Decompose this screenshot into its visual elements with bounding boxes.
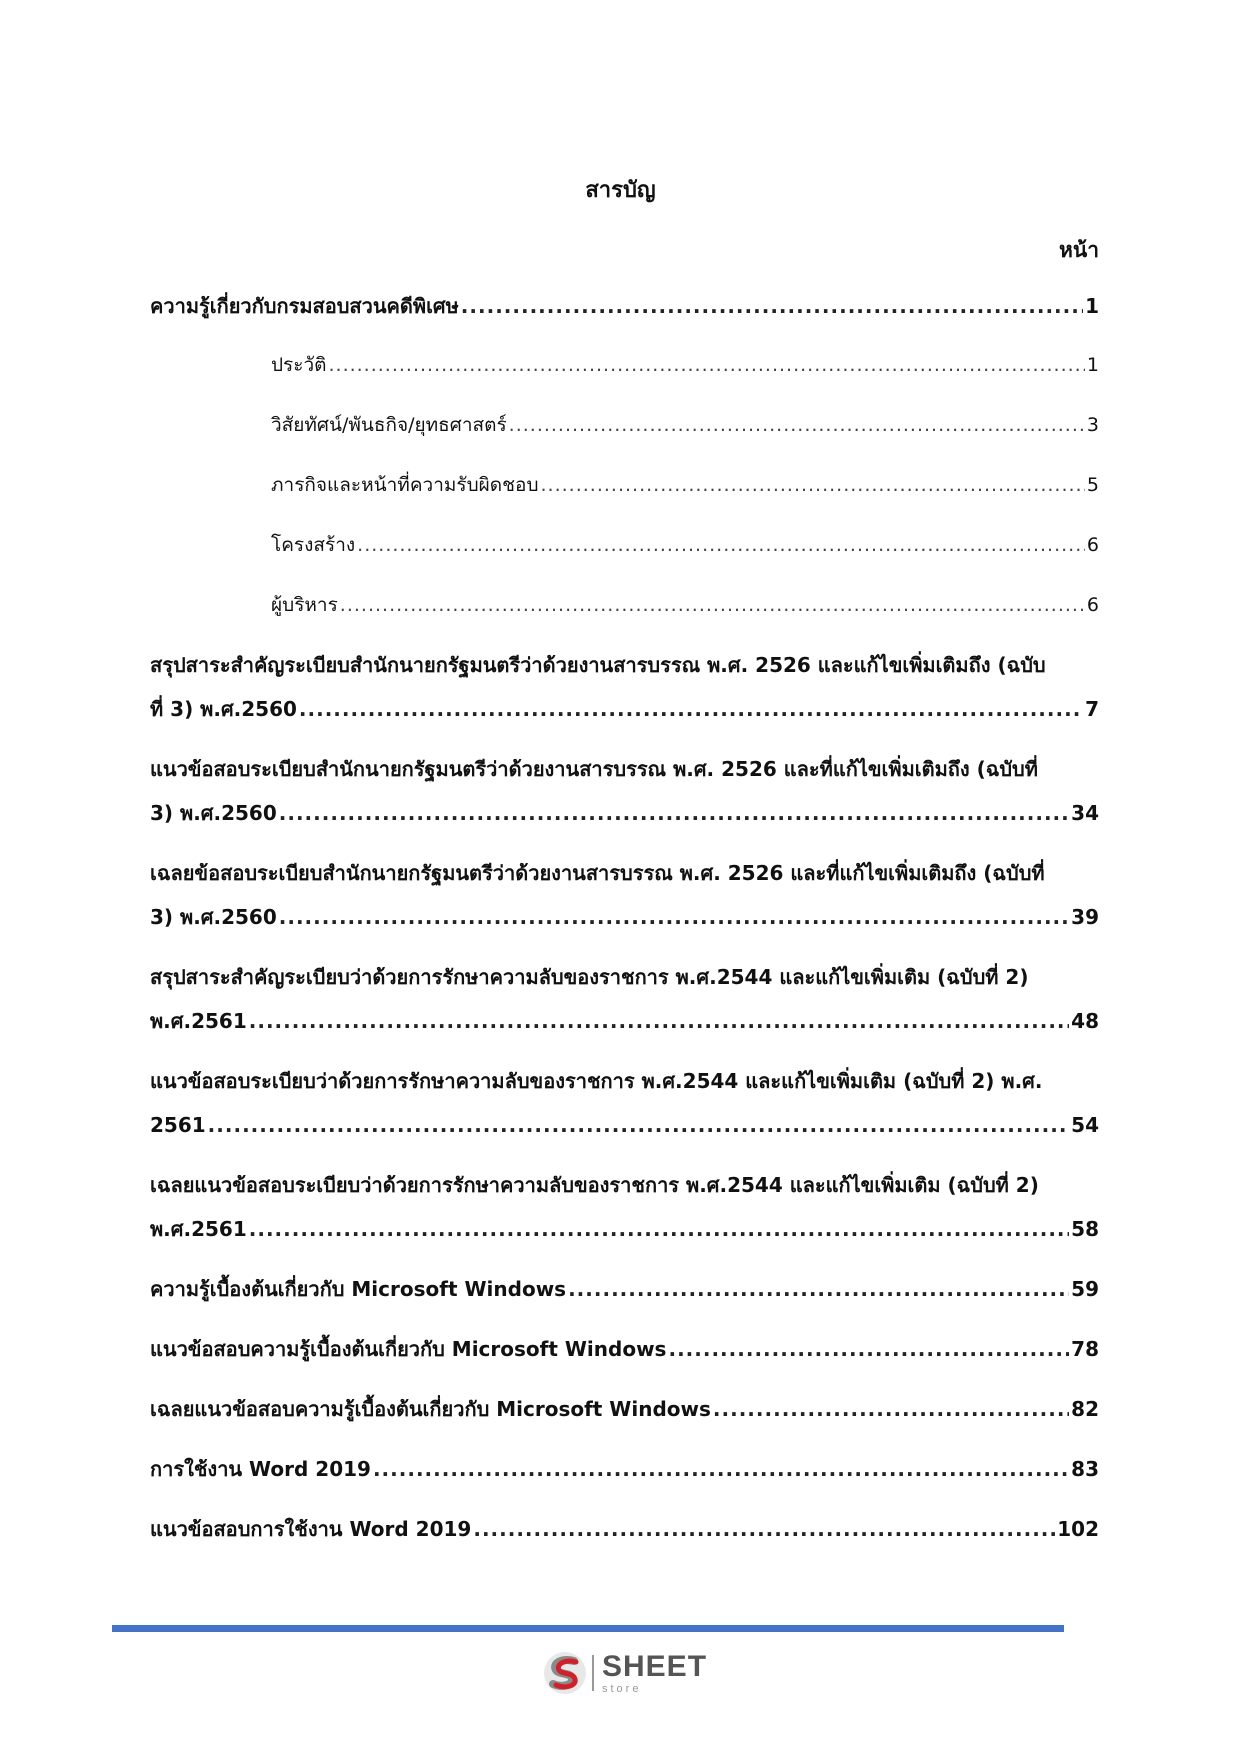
- dot-leader: [668, 1336, 1069, 1363]
- toc-entry[interactable]: [150, 1336, 1099, 1363]
- toc-entry-page: 54: [1071, 1113, 1099, 1137]
- toc-subentry[interactable]: [271, 592, 1099, 619]
- page-column-label: หน้า: [1059, 238, 1099, 262]
- toc-entry-page: 5: [1086, 474, 1099, 496]
- toc-entry-title-line2: ที่ 3) พ.ศ.2560: [150, 697, 297, 721]
- toc-entry-title-line2: 3) พ.ศ.2560: [150, 905, 277, 929]
- toc-entry-page: 82: [1071, 1397, 1099, 1421]
- dot-leader: [279, 800, 1069, 827]
- toc-entry-title: วิสัยทัศน์/พันธกิจ/ยุทธศาสตร์: [271, 414, 507, 436]
- toc-entry[interactable]: [150, 1516, 1099, 1543]
- toc-entry-page: 34: [1071, 801, 1099, 825]
- toc-entry-title-line2: พ.ศ.2561: [150, 1217, 247, 1241]
- sheet-store-logo-icon: [542, 1650, 588, 1696]
- toc-entry-title: ประวัติ: [271, 354, 327, 376]
- toc-entry[interactable]: [150, 652, 1099, 723]
- toc-entry-page: 3: [1086, 414, 1099, 436]
- dot-leader: [509, 412, 1085, 439]
- dot-leader: [473, 1516, 1055, 1543]
- toc-entry-page: 59: [1071, 1277, 1099, 1301]
- toc-entry-title-line1: สรุปสาระสำคัญระเบียบว่าด้วยการรักษาความลับของราชการ พ.ศ.2544 และแก้ไขเพิ่มเติม (ฉบับที่ 2): [150, 965, 1029, 989]
- sheet-store-logo: [542, 1648, 712, 1698]
- dot-leader: [208, 1112, 1069, 1139]
- toc-entry-page: 78: [1071, 1337, 1099, 1361]
- toc-entry[interactable]: [150, 1456, 1099, 1483]
- dot-leader: [249, 1008, 1069, 1035]
- dot-leader: [249, 1216, 1069, 1243]
- toc-entry-title: เฉลยแนวข้อสอบความรู้เบื้องต้นเกี่ยวกับ Microsoft Windows: [150, 1397, 711, 1421]
- dot-leader: [340, 592, 1085, 619]
- toc-entry-title: การใช้งาน Word 2019: [150, 1457, 371, 1481]
- toc-entry-page: 7: [1085, 697, 1099, 721]
- toc-entry-title-line1: แนวข้อสอบระเบียบว่าด้วยการรักษาความลับของราชการ พ.ศ.2544 และแก้ไขเพิ่มเติม (ฉบับที่ 2) พ.ศ.: [150, 1069, 1043, 1093]
- toc-subentry[interactable]: [271, 532, 1099, 559]
- dot-leader: [373, 1456, 1069, 1483]
- toc-entry-title-line2: 3) พ.ศ.2560: [150, 801, 277, 825]
- dot-leader: [461, 293, 1083, 320]
- footer-rule: [112, 1625, 1064, 1632]
- toc-entry-page: 1: [1085, 294, 1099, 318]
- toc-entry[interactable]: [150, 756, 1099, 827]
- toc-entry-page: 102: [1057, 1517, 1099, 1541]
- toc-entry[interactable]: [150, 1172, 1099, 1243]
- toc-entry-title: ผู้บริหาร: [271, 594, 338, 616]
- dot-leader: [568, 1276, 1069, 1303]
- toc-entry-page: 6: [1086, 534, 1099, 556]
- dot-leader: [357, 532, 1085, 559]
- toc-entry-title: แนวข้อสอบการใช้งาน Word 2019: [150, 1517, 472, 1541]
- toc-entry-title: ภารกิจและหน้าที่ความรับผิดชอบ: [271, 474, 539, 496]
- toc-entry-page: 39: [1071, 905, 1099, 929]
- toc-entry-title-line1: สรุปสาระสำคัญระเบียบสำนักนายกรัฐมนตรีว่าด้วยงานสารบรรณ พ.ศ. 2526 และแก้ไขเพิ่มเติมถึง (ฉบับ: [150, 653, 1046, 677]
- dot-leader: [299, 696, 1083, 723]
- toc-entry-title-line1: เฉลยแนวข้อสอบระเบียบว่าด้วยการรักษาความลับของราชการ พ.ศ.2544 และแก้ไขเพิ่มเติม (ฉบับที่ 2): [150, 1173, 1039, 1197]
- toc-entry-title: แนวข้อสอบความรู้เบื้องต้นเกี่ยวกับ Microsoft Windows: [150, 1337, 667, 1361]
- dot-leader: [541, 472, 1085, 499]
- toc-entry-title: ความรู้เกี่ยวกับกรมสอบสวนคดีพิเศษ: [150, 294, 459, 318]
- toc-subentry[interactable]: [271, 472, 1099, 499]
- logo-wordmark: SHEET: [602, 1649, 708, 1683]
- toc-entry-title-line1: แนวข้อสอบระเบียบสำนักนายกรัฐมนตรีว่าด้วยงานสารบรรณ พ.ศ. 2526 และที่แก้ไขเพิ่มเติมถึง (ฉบับที่: [150, 757, 1038, 781]
- logo-separator: [592, 1655, 594, 1691]
- toc-entry[interactable]: [150, 293, 1099, 320]
- toc-entry-title-line2: พ.ศ.2561: [150, 1009, 247, 1033]
- dot-leader: [713, 1396, 1069, 1423]
- toc-entry-page: 1: [1086, 354, 1099, 376]
- toc-subentry[interactable]: [271, 352, 1099, 379]
- toc-entry-page: 83: [1071, 1457, 1099, 1481]
- logo-subtext: store: [602, 1682, 642, 1695]
- toc-entry-title: ความรู้เบื้องต้นเกี่ยวกับ Microsoft Windows: [150, 1277, 567, 1301]
- dot-leader: [279, 904, 1069, 931]
- toc-entry[interactable]: [150, 1068, 1099, 1139]
- toc-entry[interactable]: [150, 1396, 1099, 1423]
- toc-entry[interactable]: [150, 860, 1099, 931]
- toc-entry[interactable]: [150, 964, 1099, 1035]
- toc-entry-page: 58: [1071, 1217, 1099, 1241]
- toc-entry-page: 6: [1086, 594, 1099, 616]
- toc-subentry[interactable]: [271, 412, 1099, 439]
- toc-entry-title-line1: เฉลยข้อสอบระเบียบสำนักนายกรัฐมนตรีว่าด้วยงานสารบรรณ พ.ศ. 2526 และที่แก้ไขเพิ่มเติมถึง (ฉบับที่: [150, 861, 1045, 885]
- toc-entry-title-line2: 2561: [150, 1113, 206, 1137]
- dot-leader: [328, 352, 1084, 379]
- toc-title: สารบัญ: [585, 178, 656, 203]
- toc-entry-page: 48: [1071, 1009, 1099, 1033]
- toc-entry[interactable]: [150, 1276, 1099, 1303]
- toc-entry-title: โครงสร้าง: [271, 534, 356, 556]
